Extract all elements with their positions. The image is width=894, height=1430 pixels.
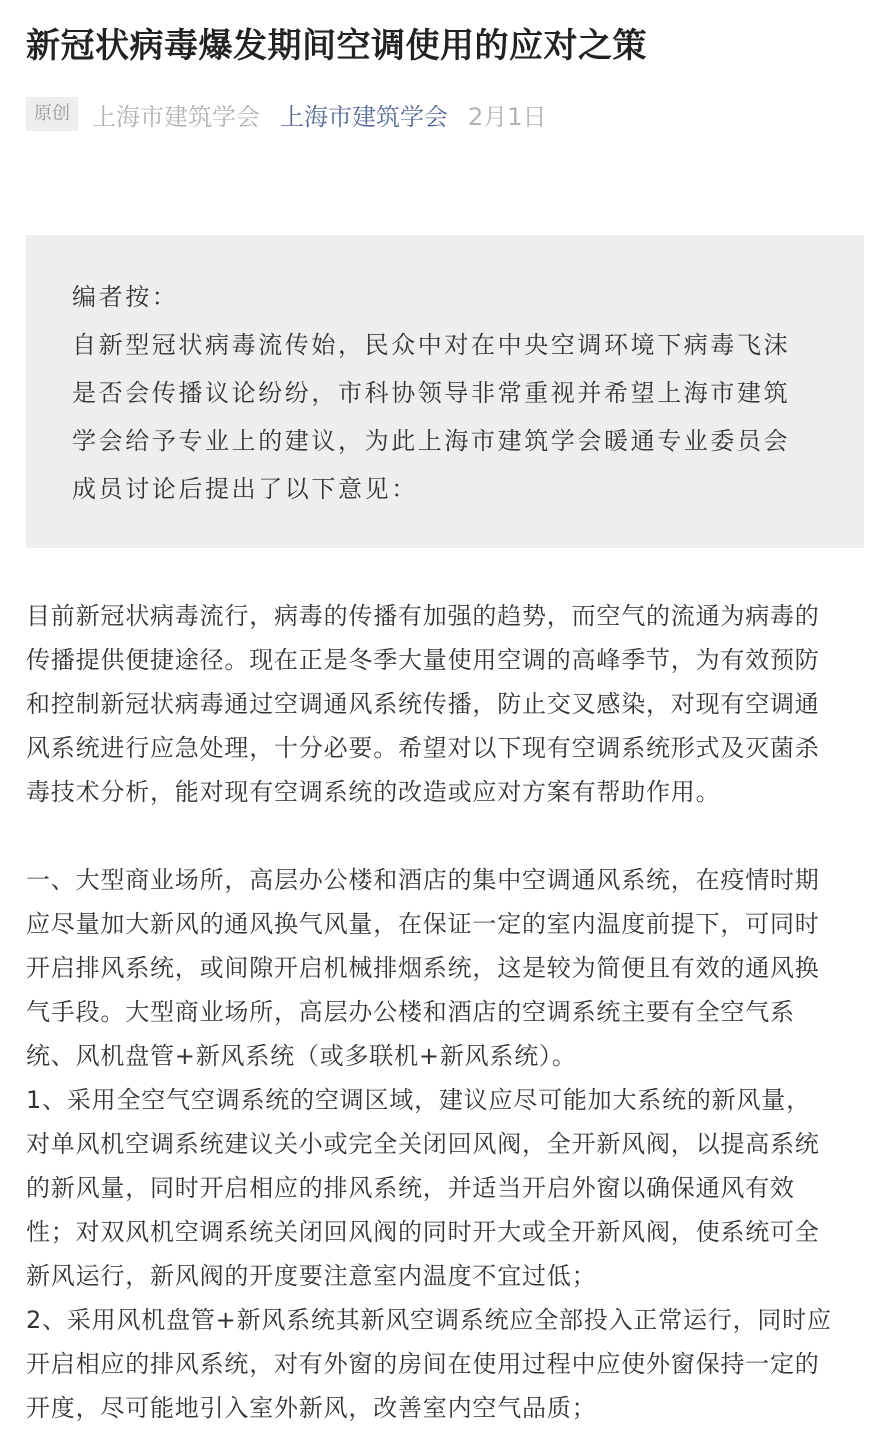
text-line: 统、风机盘管+新风系统（或多联机+新风系统）。 xyxy=(26,1042,577,1070)
text-line: 应尽量加大新风的通风换气风量，在保证一定的室内温度前提下，可同时 xyxy=(26,910,820,938)
text-line: 气手段。大型商业场所，高层办公楼和酒店的空调系统主要有全空气系 xyxy=(26,998,795,1026)
editor-note-line: 学会给予专业上的建议，为此上海市建筑学会暖通专业委员会 xyxy=(72,427,791,455)
paragraph-item-one xyxy=(26,1078,871,1298)
text-line: 风系统进行应急处理，十分必要。希望对以下现有空调系统形式及灭菌杀 xyxy=(26,734,820,762)
article-body xyxy=(26,594,871,1430)
text-line: 目前新冠状病毒流行，病毒的传播有加强的趋势，而空气的流通为病毒的 xyxy=(26,602,820,630)
text-line: 和控制新冠状病毒通过空调通风系统传播，防止交叉感染，对现有空调通 xyxy=(26,690,820,718)
text-line: 的新风量，同时开启相应的排风系统，并适当开启外窗以确保通风有效 xyxy=(26,1174,795,1202)
text-line: 毒技术分析，能对现有空调系统的改造或应对方案有帮助作用。 xyxy=(26,778,721,806)
editor-note-text xyxy=(72,273,832,513)
original-badge: 原创 xyxy=(26,97,78,131)
text-line: 1、采用全空气空调系统的空调区域，建议应尽可能加大系统的新风量， xyxy=(26,1086,811,1114)
article-meta xyxy=(26,96,547,132)
account-link[interactable]: 上海市建筑学会 xyxy=(280,102,448,131)
paragraph-section-one xyxy=(26,858,871,1078)
publish-date: 2月1日 xyxy=(468,102,547,131)
text-line: 开启相应的排风系统，对有外窗的房间在使用过程中应使外窗保持一定的 xyxy=(26,1350,820,1378)
text-line: 新风运行，新风阀的开度要注意室内温度不宜过低； xyxy=(26,1262,597,1290)
text-line: 性；对双风机空调系统关闭回风阀的同时开大或全开新风阀，使系统可全 xyxy=(26,1218,820,1246)
editor-note-line: 成员讨论后提出了以下意见： xyxy=(72,475,418,503)
editor-note-box xyxy=(26,235,864,548)
text-line: 传播提供便捷途径。现在正是冬季大量使用空调的高峰季节，为有效预防 xyxy=(26,646,820,674)
text-line: 开度，尽可能地引入室外新风，改善室内空气品质； xyxy=(26,1394,597,1422)
text-line: 开启排风系统，或间隙开启机械排烟系统，这是较为简便且有效的通风换 xyxy=(26,954,820,982)
text-line: 一、大型商业场所，高层办公楼和酒店的集中空调通风系统，在疫情时期 xyxy=(26,866,820,894)
author-name: 上海市建筑学会 xyxy=(92,102,260,131)
paragraph-gap xyxy=(26,814,871,858)
paragraph-item-two xyxy=(26,1298,871,1430)
editor-note-line: 是否会传播议论纷纷，市科协领导非常重视并希望上海市建筑 xyxy=(72,379,791,407)
text-line: 2、采用风机盘管+新风系统其新风空调系统应全部投入正常运行，同时应 xyxy=(26,1306,832,1334)
text-line: 对单风机空调系统建议关小或完全关闭回风阀，全开新风阀，以提高系统 xyxy=(26,1130,820,1158)
paragraph-intro xyxy=(26,594,871,814)
article-title: 新冠状病毒爆发期间空调使用的应对之策 xyxy=(26,26,647,66)
editor-note-heading: 编者按： xyxy=(72,283,179,311)
editor-note-line: 自新型冠状病毒流传始，民众中对在中央空调环境下病毒飞沫 xyxy=(72,331,791,359)
